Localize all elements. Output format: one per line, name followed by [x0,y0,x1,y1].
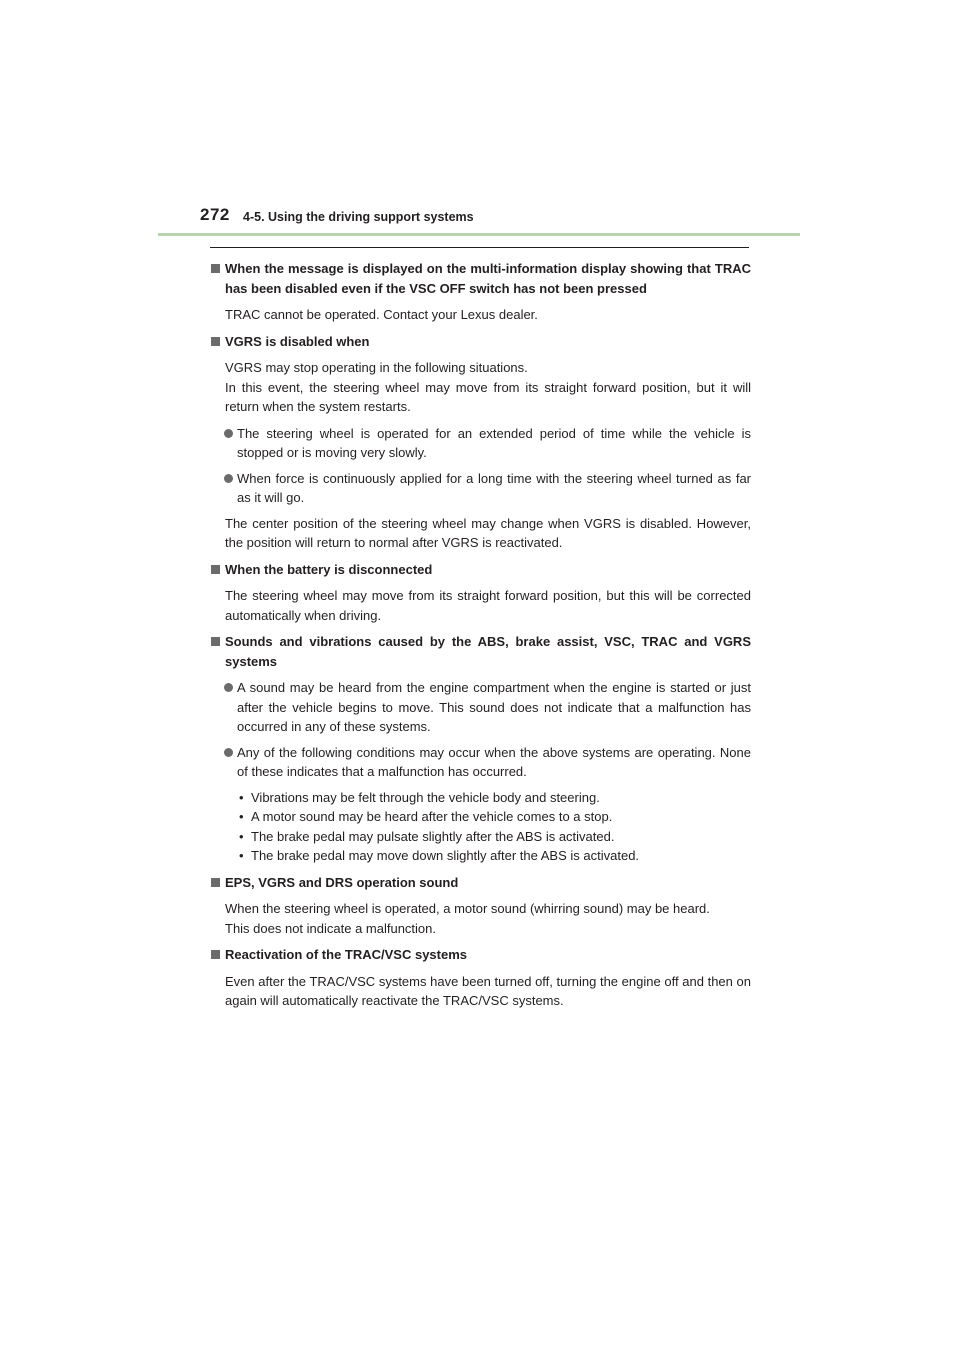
square-bullet-icon [211,878,220,887]
list-item-text: A sound may be heard from the engine compartment when the engine is started or just after the vehicle begins to move. This sound does not indicate that a malfunction has occurred in any of these systems. [237,680,751,734]
square-bullet-icon [211,950,220,959]
square-bullet-icon [211,637,220,646]
square-bullet-icon [211,565,220,574]
round-bullet-icon [224,474,233,483]
sub-list-item [211,788,751,808]
square-bullet-icon [211,337,220,346]
sub-list-item-text: The brake pedal may move down slightly after the ABS is activated. [251,848,640,863]
heading-text: EPS, VGRS and DRS operation sound [225,874,459,890]
round-bullet-icon [224,748,233,757]
list-item-text: Any of the following conditions may occur when the above systems are operating. None of these indicates that a malfunction has occurred. [237,744,751,779]
paragraph: VGRS may stop operating in the following situations. [225,360,528,375]
paragraph: Even after the TRAC/VSC systems have been turned off, turning the engine off and then on again will automatically reactivate the TRAC/VSC systems. [225,973,751,1008]
heading-text: When the message is displayed on the multi-information display showing that TRAC has been disabled even if the VSC OFF switch has not been pressed [225,261,751,296]
heading-text: Reactivation of the TRAC/VSC systems [225,947,468,962]
page-number: 272 [200,205,230,224]
list-item [211,678,751,737]
heading-text: Sounds and vibrations caused by the ABS, brake assist, VSC, TRAC and VGRS systems [225,634,751,669]
round-bullet-icon [224,683,233,692]
heading-battery-disconnected [211,560,751,580]
sub-list [211,788,751,866]
sub-list-item [211,807,751,827]
header-rule [158,233,800,236]
paragraph: This does not indicate a malfunction. [225,920,437,936]
dot-bullet-icon: • [239,789,244,805]
sub-list-item-text: Vibrations may be felt through the vehicle body and steering. [251,789,600,805]
dot-bullet-icon: • [239,828,244,844]
content [211,259,751,1018]
section-title: 4-5. Using the driving support systems [243,210,474,224]
heading-trac-disabled [211,259,751,298]
sub-list-item-text: A motor sound may be heard after the vehicle comes to a stop. [251,809,613,824]
sub-list-item [211,846,751,866]
heading-sounds-vibrations [211,632,751,671]
page-header [200,200,800,236]
list-item-text: When force is continuously applied for a long time with the steering wheel turned as far as it will go. [237,470,751,505]
paragraph: The steering wheel may move from its straight forward position, but this will be corrected automatically when driving. [225,588,751,623]
paragraph: When the steering wheel is operated, a motor sound (whirring sound) may be heard. [225,901,710,916]
list-item [211,424,751,463]
heading-text: When the battery is disconnected [225,561,433,577]
heading-operation-sound [211,873,751,893]
dot-bullet-icon: • [239,848,244,863]
sub-list-item-text: The brake pedal may pulsate slightly after the ABS is activated. [251,828,615,844]
sub-list-item [211,827,751,847]
list-item-text: The steering wheel is operated for an extended period of time while the vehicle is stopped or is moving very slowly. [237,425,751,460]
content-top-rule [210,247,749,248]
heading-vgrs-disabled [211,332,751,352]
square-bullet-icon [211,264,220,273]
list-item [211,743,751,782]
paragraph: TRAC cannot be operated. Contact your Lexus dealer. [225,307,538,322]
paragraph: In this event, the steering wheel may move from its straight forward position, but it will return when the system restarts. [225,379,751,414]
heading-reactivation [211,945,751,965]
dot-bullet-icon: • [239,809,244,824]
round-bullet-icon [224,429,233,438]
paragraph: The center position of the steering wheel may change when VGRS is disabled. However, the position will return to normal after VGRS is reactivated. [225,515,751,550]
heading-text: VGRS is disabled when [225,333,370,349]
list-item [211,469,751,508]
